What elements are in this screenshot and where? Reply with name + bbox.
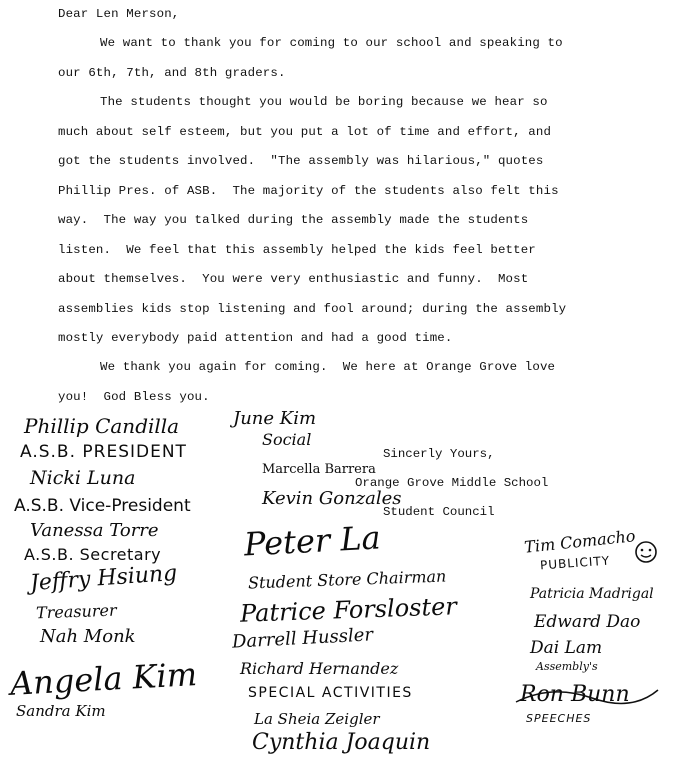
paragraph-line: assemblies kids stop listening and fool around; during the assembly [58,301,567,316]
paragraph-line: our 6th, 7th, and 8th graders. [58,65,286,80]
title-asb-president: A.S.B. PRESIDENT [20,442,187,462]
signature-peter: Peter La [243,518,382,564]
paragraph-line: The students thought you would be boring because we hear so [100,95,548,109]
paragraph-1 [58,29,563,88]
title-treasurer: Treasurer [35,600,117,623]
signature-angela: Angela Kim [9,655,198,703]
signature-june: June Kim [233,408,317,429]
paragraph-line: about themselves. You were very enthusiastic and funny. Most [58,272,529,286]
signature-richard: Richard Hernandez [240,659,399,678]
signature-nicki: Nicki Luna [30,467,136,489]
title-special-activities: SPECIAL ACTIVITIES [248,685,413,701]
signature-jeffrey: Jeffry Hsiung [29,560,178,597]
paragraph-line: got the students involved. "The assembly was hilarious," quotes [58,154,544,168]
title-social: Social [262,430,312,449]
signature-dai: Dai Lam [530,638,603,658]
closing-block [355,440,549,527]
title-asb-secretary: A.S.B. Secretary [24,545,162,564]
signature-nah: Nah Monk [40,626,136,647]
paragraph-line: We want to thank you for coming to our school and speaking to [100,36,563,50]
signature-marcella: Marcella Barrera [262,462,376,477]
signature-sandra: Sandra Kim [16,702,106,720]
signature-patrice: Patrice Forsloster [239,592,458,628]
signature-edward: Edward Dao [534,612,641,632]
signature-lasheia: La Sheia Zeigler [254,710,380,728]
paragraph-line: We thank you again for coming. We here at Orange Grove love [100,360,556,374]
signature-phillip: Phillip Candilla [24,414,180,438]
paragraph-line: mostly everybody paid attention and had a good time. [58,331,453,345]
signature-flourish-icon [512,680,662,710]
paragraph-line: Phillip Pres. of ASB. The majority of the students also felt this [58,183,559,198]
salutation: Dear Len Merson, [58,7,180,21]
title-asb-vice-president: A.S.B. Vice-President [14,496,191,516]
paragraph-2 [58,88,566,354]
signature-vanessa: Vanessa Torre [30,520,159,541]
paragraph-line: much about self esteem, but you put a lot of time and effort, and [58,124,552,139]
closing-sincerely: Sincerly Yours, [383,447,495,461]
signature-darrell: Darrell Hussler [231,624,374,653]
title-student-store: Student Store Chairman [247,566,447,593]
title-publicity: PUBLICITY [539,553,611,573]
title-assembly: Assembly's [536,660,598,673]
smiley-face-doodle-icon [634,540,658,564]
signature-cynthia: Cynthia Joaquin [252,730,431,755]
signature-kevin: Kevin Gonzales [262,488,402,509]
signature-ron: Ron Bunn [520,682,630,707]
paragraph-line: you! God Bless you. [58,389,210,404]
paragraph-line: listen. We feel that this assembly helped the kids feel better [58,242,536,257]
signature-patricia: Patricia Madrigal [530,586,654,602]
title-speeches: SPEECHES [526,712,592,725]
paragraph-3 [58,353,555,412]
signature-tim: Tim Comacho [523,526,637,557]
closing-school: Orange Grove Middle School [355,476,549,490]
paragraph-line: way. The way you talked during the assembly made the students [58,213,529,227]
closing-council: Student Council [383,505,495,519]
